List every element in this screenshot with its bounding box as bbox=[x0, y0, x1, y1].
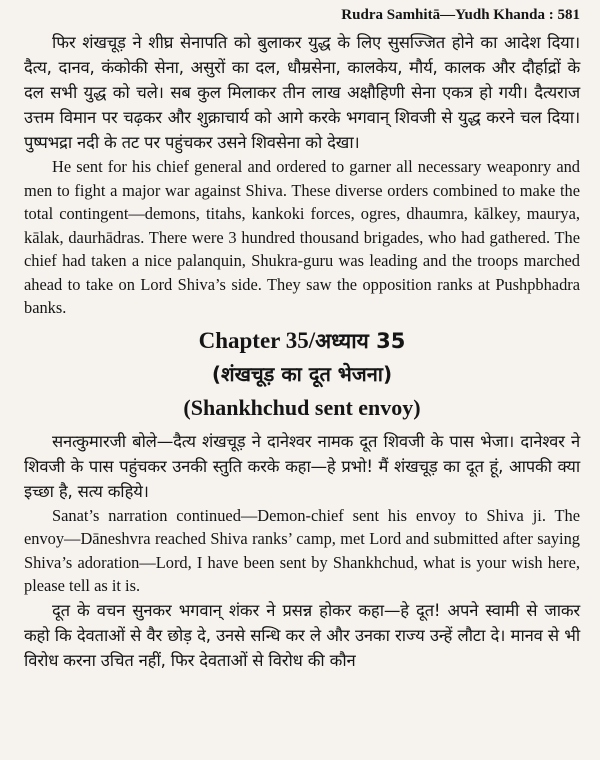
chapter-subtitle-hindi: (शंखचूड़ का दूत भेजना) bbox=[211, 361, 393, 386]
paragraph-hindi-2: सनत्कुमारजी बोले—दैत्य शंखचूड़ ने दानेश्वर नामक दूत शिवजी के पास भेजा। दानेश्वर ने शिवजी के पास पहुंचकर उनकी स्तुति करके कहा—हे प्रभो! मैं शंखचूड़ का दूत हूं, आपकी क्या इच्छा है, सत्य कहिये। bbox=[24, 431, 580, 501]
chapter-heading-english: Chapter 35/ bbox=[198, 327, 316, 353]
running-header: Rudra Samhitā—Yudh Khanda : 581 bbox=[341, 7, 580, 23]
chapter-heading-hindi: अध्याय 35 bbox=[315, 328, 406, 353]
paragraph-hindi-3: दूत के वचन सुनकर भगवान् शंकर ने प्रसन्न होकर कहा—हे दूत! अपने स्वामी से जाकर कहो कि देवताओं से वैर छोड़ दे, उनसे सन्धि कर ले और उनका राज्य उन्हें लौटा दे। मानव से भी विरोध करना उचित नहीं, फिर देवताओं से विरोध की कौन bbox=[24, 600, 580, 670]
paragraph-hindi-1: फिर शंखचूड़ ने शीघ्र सेनापति को बुलाकर युद्ध के लिए सुसज्जित होने का आदेश दिया। दैत्य, दानव, कंकोकी सेना, असुरों का दल, धौम्रसेना, कालकेय, मौर्य, कालक और दौर्हाद्रों के दल सभी युद्ध को चले। सब कुल मिलाकर तीन लाख अक्षौहिणी सेना एकत्र हो गयी। दैत्यराज उत्तम विमान पर चढ़कर और शुक्राचार्य को आगे करके भगवान् शिवजी से युद्ध करने चल दिया। पुष्पभद्रा नदी के तट पर पहुंचकर उसने शिवसेना को देखा। bbox=[24, 33, 580, 152]
paragraph-english-2: Sanat’s narration continued—Demon-chief sent his envoy to Shiva ji. The envoy—Dāneshvra reached Shiva ranks’ camp, met Lord and submitted after saying Shiva’s adoration—Lord, I have been sent by Shankhchud, what is your wish here, please tell as it is. bbox=[24, 505, 580, 595]
paragraph-english-1: He sent for his chief general and ordered to garner all necessary weaponry and men to fight a major war against Shiva. These diverse orders combined to make the total contingent—demons, titahs, kankoki forces, ogres, dhaumra, kālkey, maurya, kālak, daurhādras. There were 3 hundred thousand brigades, who had gathered. The chief had taken a nice palanquin, Shukra-guru was leading and the troops marched ahead to take on Lord Shiva’s side. They saw the opposition ranks at Pushpbhadra banks. bbox=[24, 157, 580, 317]
chapter-heading bbox=[24, 324, 580, 358]
chapter-subtitle-english: (Shankhchud sent envoy) bbox=[183, 394, 421, 420]
